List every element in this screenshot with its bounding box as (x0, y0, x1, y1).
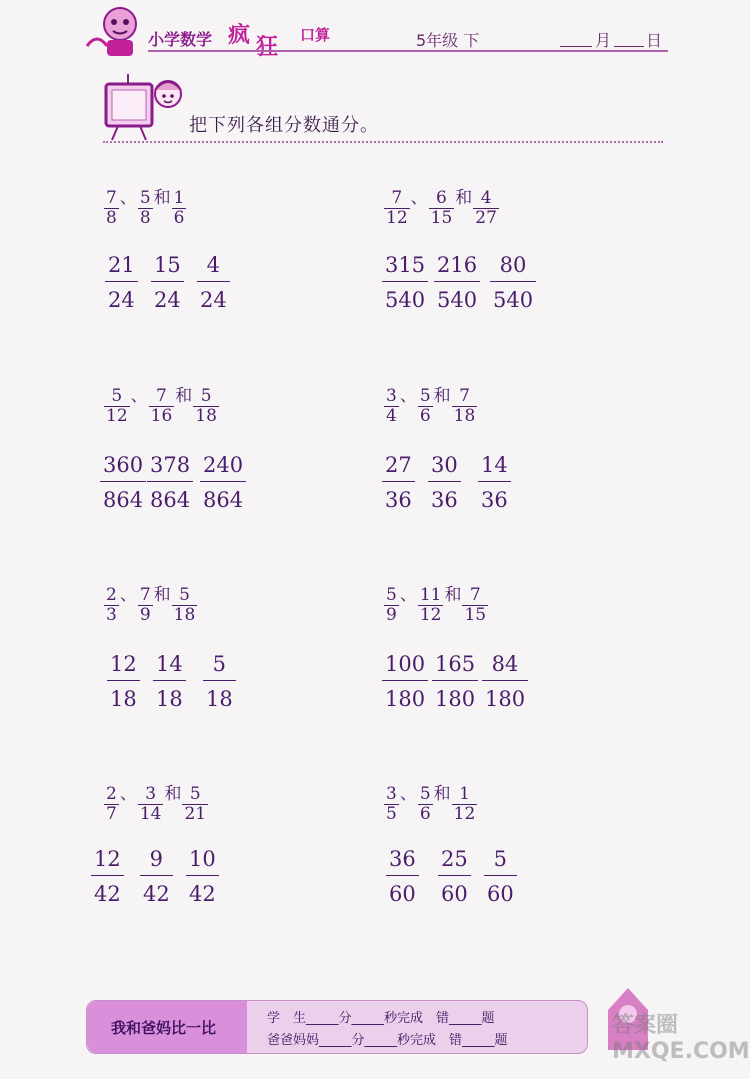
numerator: 7 (106, 188, 117, 208)
answer-fraction (100, 453, 146, 512)
answer-fraction (490, 253, 536, 312)
numerator: 14 (156, 652, 183, 676)
separator: 和 (153, 188, 171, 208)
denominator: 18 (195, 406, 217, 426)
series-title-suffix: 口算 (300, 26, 331, 44)
numerator: 1 (173, 188, 185, 208)
separator: 和 (175, 386, 193, 406)
denominator: 42 (140, 875, 173, 906)
grade-label: 5年级 下 (416, 31, 480, 50)
separator: 和 (153, 585, 171, 605)
numerator: 5 (493, 847, 508, 871)
denominator: 12 (386, 208, 408, 228)
denominator: 8 (106, 208, 117, 228)
watermark-text: 答案圈 MXQE.COM (612, 1013, 750, 1064)
denominator: 8 (139, 208, 151, 228)
answer-fraction (432, 652, 478, 711)
denominator: 60 (484, 875, 517, 906)
answer-fraction (484, 847, 517, 906)
denominator: 36 (382, 481, 415, 512)
problem-prompt (383, 779, 478, 823)
fraction (418, 587, 444, 624)
denominator: 14 (139, 804, 162, 824)
separator: 、 (130, 386, 148, 406)
denominator: 15 (464, 605, 487, 625)
answer-fraction (382, 652, 428, 711)
denominator: 24 (151, 281, 184, 312)
numerator: 12 (110, 652, 137, 676)
numerator: 7 (139, 585, 151, 605)
separator: 和 (164, 784, 182, 804)
answer-fraction (482, 652, 528, 711)
footer-title: 我和爸妈比一比 (111, 1019, 217, 1037)
answer-fraction (91, 847, 124, 906)
fraction (384, 587, 399, 624)
problem-prompt (383, 183, 500, 227)
answer-fraction (434, 253, 480, 312)
answer-fraction (382, 253, 428, 312)
denominator: 864 (147, 481, 193, 512)
numerator: 11 (419, 585, 442, 605)
denominator: 18 (107, 680, 140, 711)
numerator: 5 (200, 386, 212, 406)
denominator: 42 (91, 875, 124, 906)
fraction (104, 786, 119, 823)
answer-fraction (105, 253, 138, 312)
denominator: 180 (382, 680, 428, 711)
denominator: 4 (386, 406, 397, 426)
fraction (452, 786, 478, 823)
denominator: 864 (100, 481, 146, 512)
denominator: 9 (386, 605, 397, 625)
numerator: 2 (106, 784, 117, 804)
numerator: 36 (389, 847, 416, 871)
fraction (429, 190, 455, 227)
separator: 和 (433, 386, 451, 406)
fraction (384, 388, 399, 425)
page-header (0, 0, 750, 60)
mascot-icon (85, 2, 155, 60)
denominator: 6 (419, 406, 431, 426)
denominator: 180 (432, 680, 478, 711)
separator: 、 (399, 784, 417, 804)
denominator: 9 (139, 605, 151, 625)
separator: 、 (410, 188, 428, 208)
fraction (193, 388, 219, 425)
footer-panel (86, 1000, 588, 1054)
denominator: 540 (490, 281, 536, 312)
problem-prompt (383, 580, 489, 624)
answer-fraction (382, 453, 415, 512)
numerator: 315 (385, 253, 426, 277)
answer-fraction (200, 453, 246, 512)
numerator: 240 (203, 453, 244, 477)
footer-student-line: 学 生_____分_____秒完成 错_____题 (267, 1011, 495, 1026)
denominator: 42 (186, 875, 219, 906)
series-title-big-2: 狂 (256, 35, 279, 60)
separator: 和 (455, 188, 473, 208)
numerator: 5 (419, 784, 431, 804)
month-label: 月 (595, 31, 612, 50)
denominator: 36 (428, 481, 461, 512)
answer-fraction (386, 847, 419, 906)
numerator: 15 (154, 253, 181, 277)
numerator: 2 (106, 585, 117, 605)
denominator: 27 (475, 208, 497, 228)
numerator: 5 (179, 585, 190, 605)
denominator: 5 (386, 804, 397, 824)
fraction (182, 786, 208, 823)
answer-fraction (140, 847, 173, 906)
instruction-divider (103, 141, 663, 143)
answer-fraction (197, 253, 230, 312)
answer-fraction (107, 652, 140, 711)
numerator: 378 (150, 453, 191, 477)
fraction (384, 786, 399, 823)
denominator: 864 (200, 481, 246, 512)
answer-fraction (151, 253, 184, 312)
answer-fraction (186, 847, 219, 906)
fraction (418, 786, 433, 823)
separator: 、 (399, 386, 417, 406)
problem-prompt (103, 779, 209, 823)
separator: 、 (119, 784, 137, 804)
denominator: 3 (106, 605, 117, 625)
denominator: 60 (386, 875, 419, 906)
denominator: 6 (419, 804, 431, 824)
day-label: 日 (646, 31, 663, 50)
fraction (138, 190, 153, 227)
denominator: 12 (419, 605, 442, 625)
denominator: 16 (150, 406, 173, 426)
fraction (104, 587, 119, 624)
footer-title-box (87, 1001, 247, 1053)
fraction (462, 587, 488, 624)
fraction (473, 190, 499, 227)
fraction (172, 587, 198, 624)
fraction (149, 388, 175, 425)
numerator: 100 (385, 652, 426, 676)
fraction (104, 190, 119, 227)
denominator: 6 (173, 208, 185, 228)
fraction (172, 190, 187, 227)
denominator: 12 (453, 804, 476, 824)
numerator: 12 (94, 847, 121, 871)
denominator: 540 (434, 281, 480, 312)
answer-fraction (428, 453, 461, 512)
numerator: 165 (435, 652, 476, 676)
numerator: 7 (459, 386, 470, 406)
separator: 和 (444, 585, 462, 605)
fraction (104, 388, 130, 425)
numerator: 84 (491, 652, 519, 676)
numerator: 5 (139, 188, 151, 208)
series-title: 小学数学 (148, 30, 213, 49)
fraction (452, 388, 478, 425)
answer-fraction (153, 652, 186, 711)
numerator: 7 (156, 386, 167, 406)
numerator: 4 (206, 253, 221, 277)
numerator: 216 (437, 253, 478, 277)
separator: 和 (433, 784, 451, 804)
header-divider (148, 50, 668, 52)
denominator: 24 (197, 281, 230, 312)
numerator: 3 (145, 784, 157, 804)
denominator: 7 (106, 804, 117, 824)
separator: 、 (119, 188, 137, 208)
denominator: 18 (153, 680, 186, 711)
numerator: 5 (111, 386, 123, 406)
denominator: 24 (105, 281, 138, 312)
footer-parent-line: 爸爸妈妈_____分_____秒完成 错_____题 (267, 1033, 508, 1048)
numerator: 14 (481, 453, 508, 477)
separator: 、 (399, 585, 417, 605)
numerator: 7 (391, 188, 403, 208)
answer-fraction (478, 453, 511, 512)
numerator: 30 (431, 453, 458, 477)
denominator: 18 (203, 680, 236, 711)
numerator: 5 (386, 585, 397, 605)
denominator: 18 (453, 406, 476, 426)
answer-fraction (203, 652, 236, 711)
denominator: 18 (173, 605, 196, 625)
numerator: 360 (103, 453, 144, 477)
numerator: 10 (189, 847, 216, 871)
denominator: 540 (382, 281, 428, 312)
numerator: 9 (149, 847, 164, 871)
series-title-big-1: 疯 (228, 23, 251, 48)
month-blank (560, 30, 592, 47)
problem-prompt (103, 580, 198, 624)
fraction (138, 587, 153, 624)
denominator: 15 (430, 208, 453, 228)
watermark (612, 1008, 750, 1064)
fraction (138, 786, 164, 823)
numerator: 3 (386, 784, 397, 804)
numerator: 7 (469, 585, 481, 605)
day-blank (614, 30, 644, 47)
numerator: 5 (212, 652, 227, 676)
denominator: 21 (184, 804, 207, 824)
answer-fraction (438, 847, 471, 906)
numerator: 27 (385, 453, 412, 477)
numerator: 1 (459, 784, 470, 804)
fraction (418, 388, 433, 425)
teacher-board-icon (100, 72, 190, 144)
numerator: 5 (189, 784, 201, 804)
denominator: 36 (478, 481, 511, 512)
denominator: 180 (482, 680, 528, 711)
problem-prompt (103, 381, 220, 425)
problem-prompt (383, 381, 478, 425)
answer-fraction (147, 453, 193, 512)
numerator: 4 (480, 188, 492, 208)
separator: 、 (119, 585, 137, 605)
problem-prompt (103, 183, 187, 227)
numerator: 25 (441, 847, 468, 871)
denominator: 60 (438, 875, 471, 906)
fraction (384, 190, 410, 227)
numerator: 5 (419, 386, 431, 406)
numerator: 80 (499, 253, 527, 277)
numerator: 21 (108, 253, 135, 277)
numerator: 3 (386, 386, 397, 406)
numerator: 6 (436, 188, 447, 208)
denominator: 12 (106, 406, 128, 426)
instruction-text: 把下列各组分数通分。 (189, 115, 379, 136)
